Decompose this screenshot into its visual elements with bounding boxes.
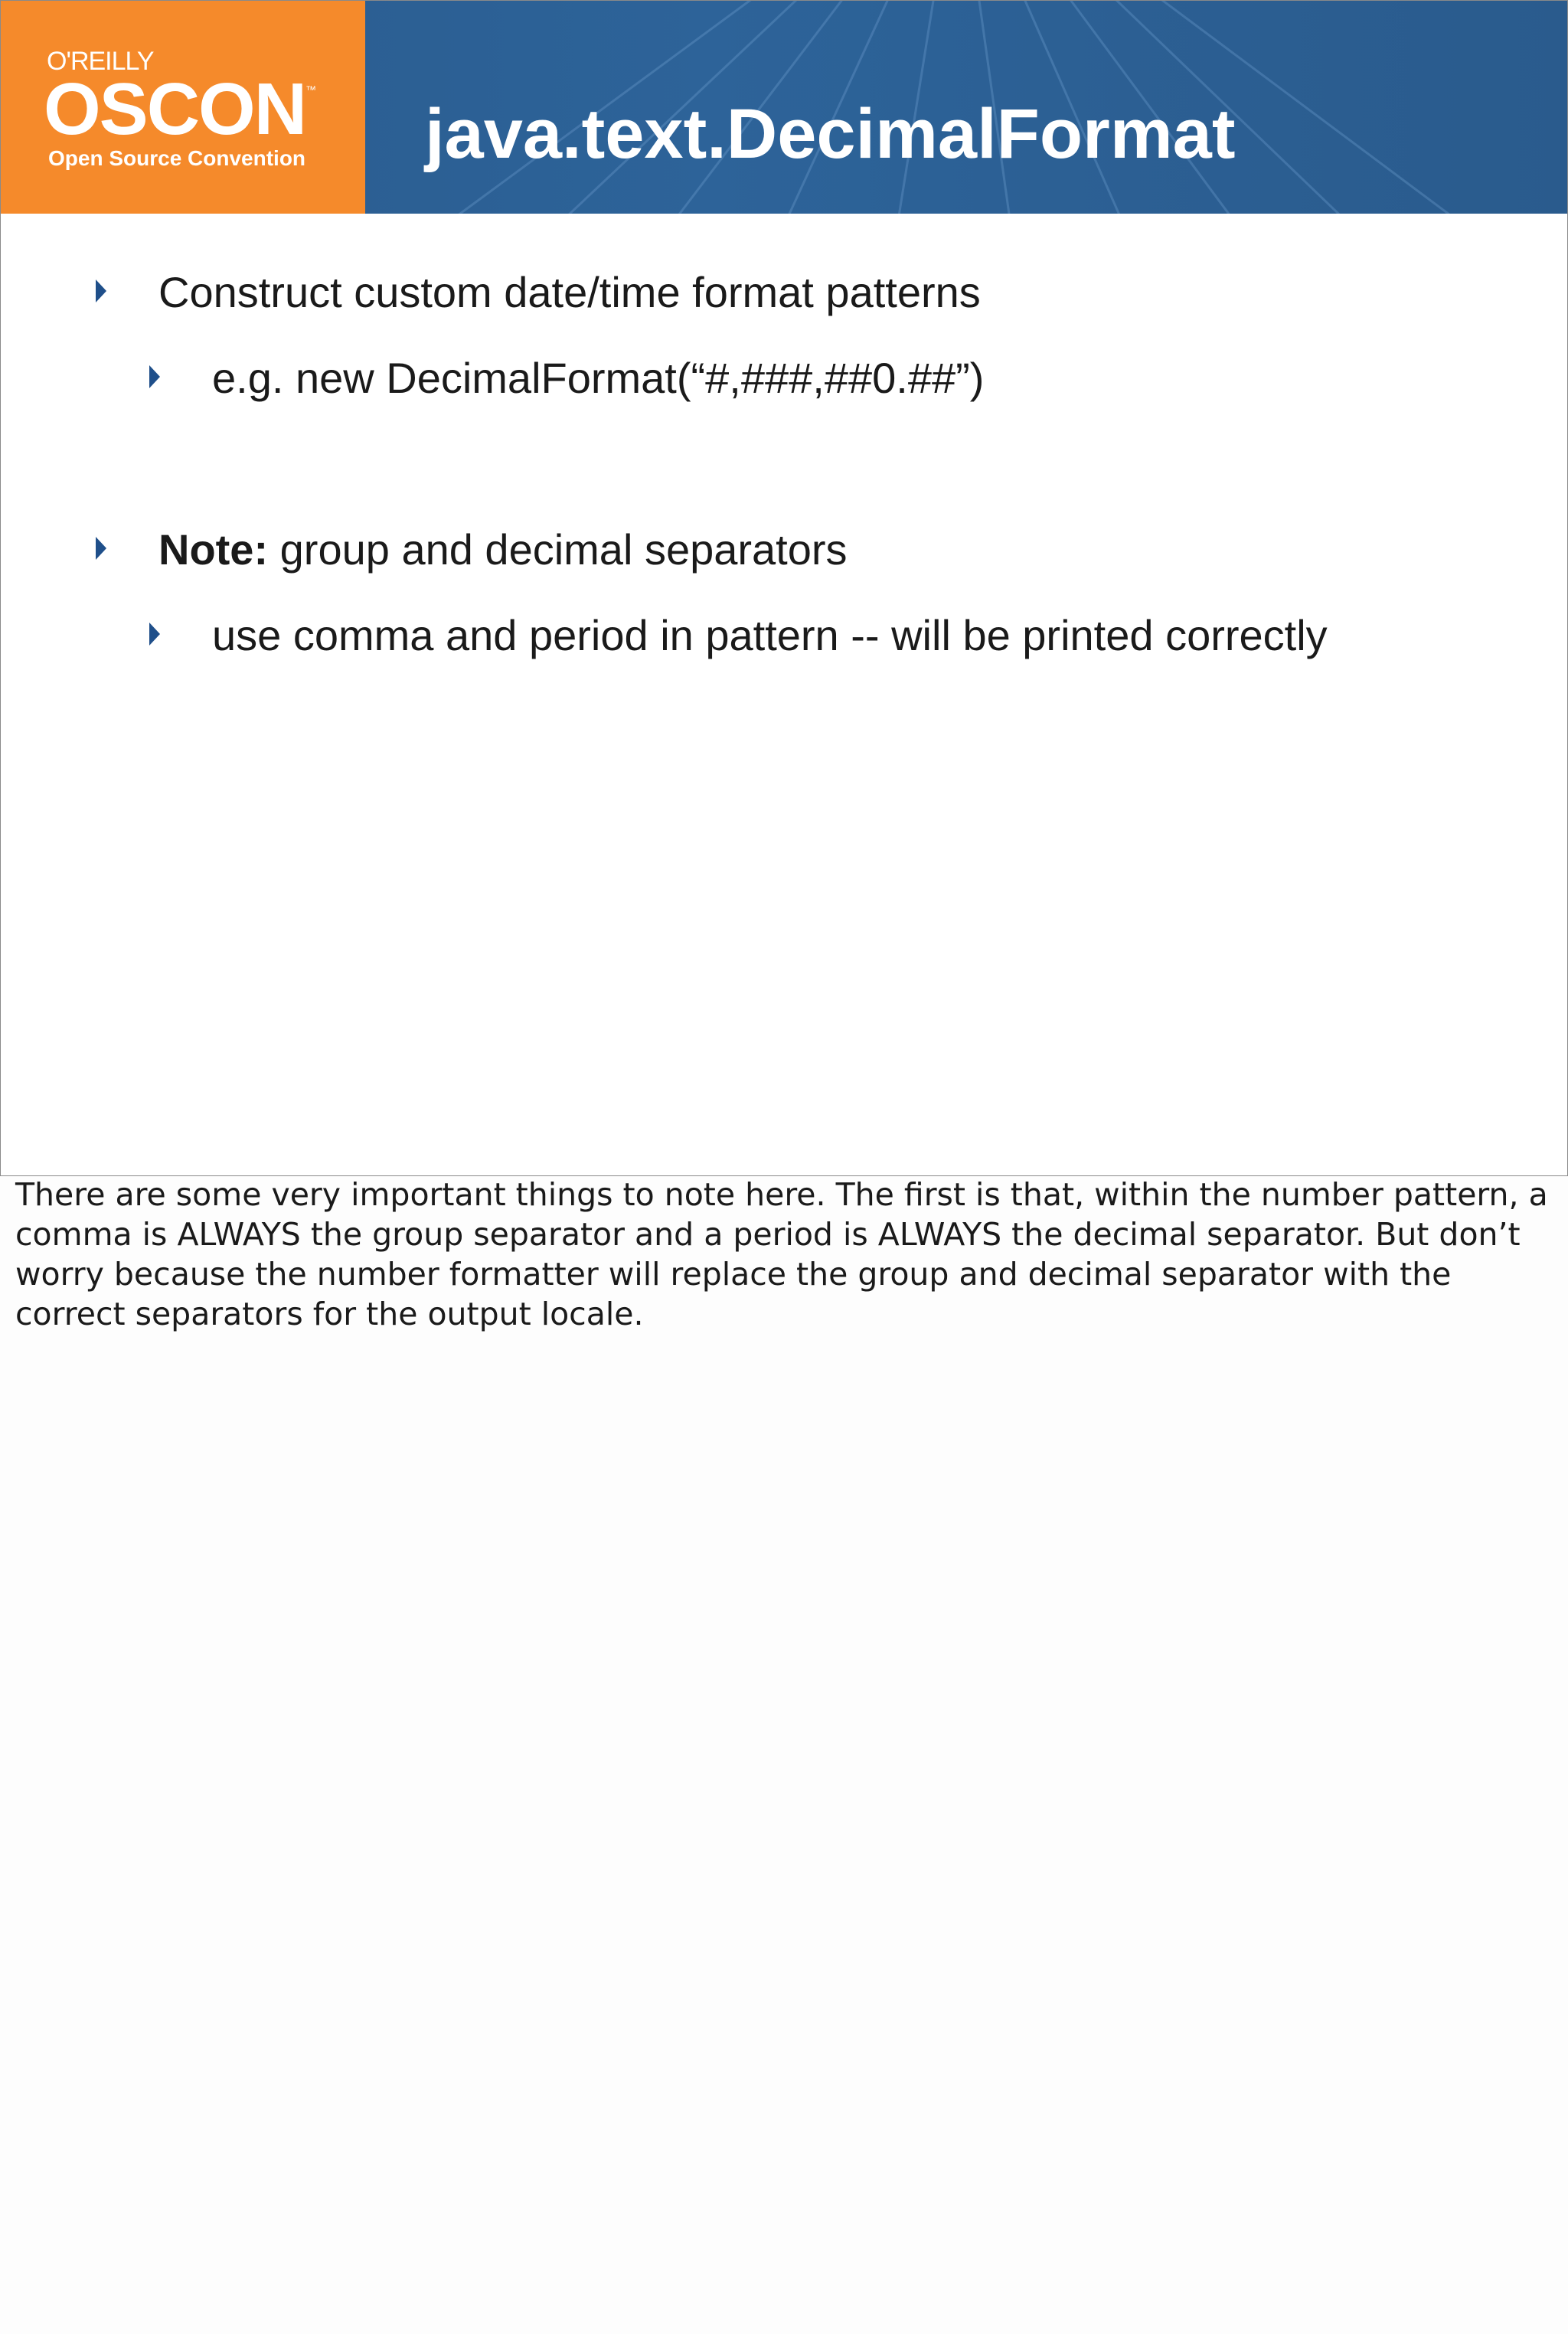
bullet-arrow-icon (96, 537, 106, 560)
bullet-text: Construct custom date/time format patterns (158, 268, 981, 316)
sub-bullet-item-1 (212, 353, 984, 403)
sub-bullet-text: use comma and period in pattern -- will be printed correctly (212, 611, 1328, 659)
logo-trademark: ™ (305, 83, 316, 96)
bullet-bold-label: Note: (158, 525, 269, 574)
bullet-text: group and decimal separators (268, 525, 848, 574)
slide-header (1, 1, 1568, 214)
speaker-notes: There are some very important things to note here. The first is that, within the number pattern, a comma is ALWAYS the group separator and a period is ALWAYS the decimal separator. But don’t worry because the number formatter will replace the group and decimal separator with the correct separators for the output locale. (15, 1176, 1548, 1332)
sub-bullet-arrow-icon (149, 365, 160, 388)
bullet-item-2 (158, 525, 848, 574)
oscon-logo (1, 1, 365, 214)
sub-bullet-text: e.g. new DecimalFormat(“#,###,##0.##”) (212, 354, 985, 402)
sub-bullet-item-2 (212, 610, 1328, 660)
logo-publisher: O'REILLY (47, 47, 154, 76)
bullet-arrow-icon (96, 279, 106, 302)
sub-bullet-arrow-icon (149, 623, 160, 646)
logo-name: OSCON (44, 68, 306, 150)
slide-title: java.text.DecimalFormat (425, 95, 1236, 173)
logo-tagline: Open Source Convention (48, 146, 306, 170)
bullet-item-1 (158, 267, 981, 317)
